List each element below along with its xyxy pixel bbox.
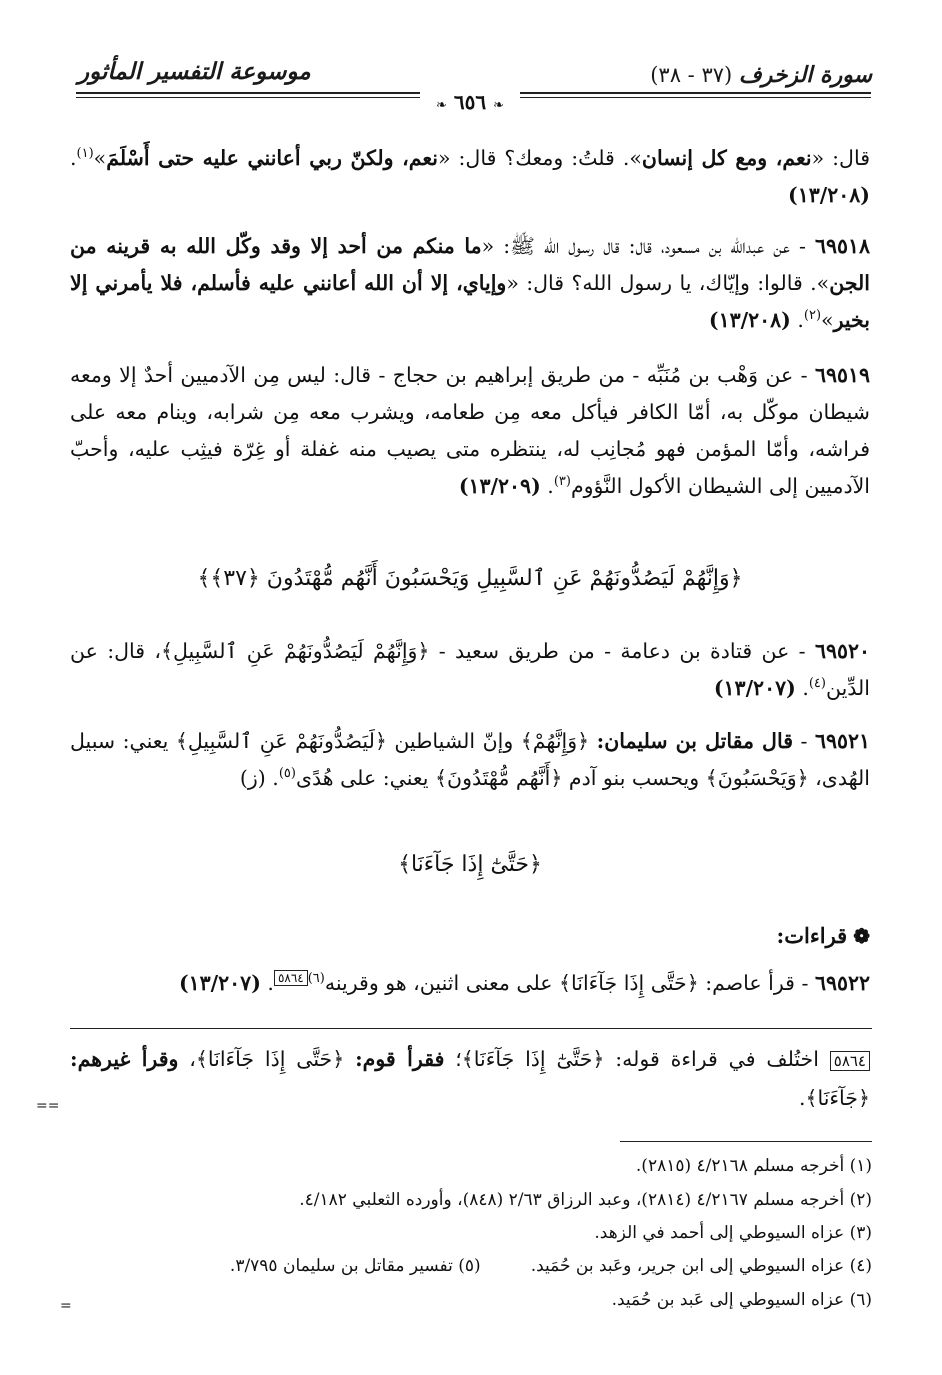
text-run: - عن وَهْب بن مُنَبِّه - من طريق إبراهيم بن حجاج - قال: ليس مِن الآدميين أحدٌ إلا ومعه شيطان موكّل به، أمّا الكافر فيأكل معه مِن طعامه، ويشرب معه مِن شرابه، وينام معه على فراشه، وأمّا المؤمن فهو مُجانِب له، ينتظره متى يصيب منه غفلة أو غِرّة فيثِب عليه، وأحبّ الآدميين إلى الشيطان الأكول النَّؤوم [70, 363, 870, 498]
paragraph [70, 140, 870, 214]
bold-text: قال مقاتل بن سليمان: [596, 729, 793, 753]
bold-text: ٦٩٥٢٠ [814, 639, 870, 663]
note-number-box: ٥٨٦٤ [830, 1051, 870, 1071]
text-run: - عن قتادة بن دعامة - من طريق سعيد - ﴿وَإِنَّهُمْ لَيَصُدُّونَهُمْ عَنِ ٱلسَّبِيلِ﴾، قال: عن الدِّين [70, 639, 870, 700]
footnote-6: (٦) عزاه السيوطي إلى عَبد بن حُمَيد. [611, 1290, 872, 1310]
note-separator [70, 1028, 872, 1029]
bold-text: ٦٩٥١٨ [814, 234, 871, 258]
bold-text: نعم، ومع كل إنسان [641, 146, 812, 170]
footnote-ref: (٢) [803, 308, 822, 324]
text-run: قال: « [811, 146, 870, 170]
text-run: » [93, 146, 107, 170]
footnote-5: (٥) تفسير مقاتل بن سليمان ٣/٧٩٥. [229, 1256, 481, 1276]
footnote-row-4-5 [72, 1252, 872, 1280]
bold-text: فقرأ قوم: [355, 1047, 445, 1071]
paragraph-69521 [70, 723, 870, 797]
running-header [650, 62, 872, 88]
text-run: . [795, 676, 809, 700]
bold-text: ٦٩٥٢١ [814, 729, 870, 753]
paragraph-69518 [70, 228, 870, 339]
footnote-separator [620, 1141, 872, 1142]
bold-text: ٦٩٥١٩ [814, 363, 870, 387]
text-run: - عن عبدالله بن مسعود، قال: قال رسول الله ﷺ: « [481, 234, 815, 258]
paragraph-69522 [70, 965, 870, 1002]
bold-text: نعم، ولكنّ ربي أعانني عليه حتى أَسْلَمَ [106, 146, 438, 170]
paragraph-69520 [70, 633, 870, 707]
footnote-ref: (٥) [278, 766, 296, 782]
text-run: . [540, 474, 554, 498]
text-run: » [821, 308, 834, 332]
bold-text: (١٣/٢٠٧) [178, 971, 261, 995]
text-run: ﴿جَآءَنَا﴾. [798, 1086, 870, 1110]
footnote-ref: (٦) [307, 971, 325, 987]
page-number-block [420, 90, 520, 114]
flower-icon: ❁ [853, 924, 870, 948]
margin-mark: == [36, 1098, 60, 1114]
text-run: - قرأ عاصم: ﴿حَتَّى إِذَا جَآءَانَا﴾ على معنى اثنين، هو وقرينه [324, 971, 815, 995]
qiraat-label: قراءات: [776, 923, 848, 948]
text-run: . [70, 146, 77, 170]
commentary-note [70, 1041, 870, 1117]
footnote-ref: (١) [76, 146, 94, 162]
footnote-3: (٣) عزاه السيوطي إلى أحمد في الزهد. [594, 1223, 872, 1243]
bold-text: وقرأ غيرهم: [70, 1047, 179, 1071]
footnote-4: (٤) عزاه السيوطي إلى ابن جرير، وعَبد بن حُمَيد. [530, 1256, 872, 1276]
ornament-icon: ❧ [436, 98, 447, 113]
text-run: ﴿حَتَّى إِذَا جَآءَانَا﴾، [178, 1047, 356, 1071]
bold-text: ما منكم من أحد إلا وقد وكّل الله به قرينه من الجن [70, 234, 870, 295]
quran-verse-38: ﴿حَتَّىٰٓ إِذَا جَآءَنَا﴾ [398, 852, 542, 877]
bold-text: (١٣/٢٠٩) [458, 474, 541, 498]
footnote-1: (١) أخرجه مسلم ٤/٢١٦٨ (٢٨١٥). [635, 1156, 872, 1176]
text-run: - [793, 729, 815, 753]
text-run: . (ز) [239, 766, 279, 790]
text-run: ﴿وَإِنَّهُمْ﴾ وإنّ الشياطين ﴿لَيَصُدُّونَهُمْ عَنِ ٱلسَّبِيلِ﴾ يعني: سبيل الهُدى، ﴿وَيَحْسَبُونَ﴾ ويحسب بنو آدم ﴿أَنَّهُم مُّهْتَدُونَ﴾ يعني: على هُدًى [70, 729, 870, 790]
text-run: ». قالوا: وإيّاك، يا رسول الله؟ قال: « [506, 271, 830, 295]
footnote-ref: (٣) [553, 474, 571, 490]
text-run: اختُلف في قراءة قوله: ﴿حَتَّىٰٓ إِذَا جَآءَنَا﴾؛ [444, 1047, 830, 1071]
footnote-ref: (٤) [808, 676, 826, 692]
bold-text: (١٣/٢٠٨) [708, 308, 791, 332]
qiraat-heading [777, 923, 870, 948]
bold-text: ٦٩٥٢٢ [814, 971, 870, 995]
margin-mark: = [60, 1298, 72, 1314]
bold-text: (١٣/٢٠٧) [713, 676, 796, 700]
paragraph-69519 [70, 357, 870, 505]
text-run: . [260, 971, 274, 995]
sura-name: سورة الزخرف [738, 62, 872, 88]
page-number: ٦٥٦ [453, 90, 487, 114]
bold-text: وإياي، إلا أن الله أعانني عليه فأسلم، فلا يأمرني إلا بخير [70, 271, 870, 332]
ornament-icon: ❧ [493, 98, 504, 113]
bold-text: (١٣/٢٠٨) [788, 183, 870, 207]
verse-range: (٣٧ - ٣٨) [650, 63, 733, 87]
book-title: موسوعة التفسير المأثور [78, 58, 311, 85]
footnote-2: (٢) أخرجه مسلم ٤/٢١٦٧ (٢٨١٤)، وعبد الرزاق ٢/٦٣ (٨٤٨)، وأورده الثعلبي ٤/١٨٢. [299, 1190, 872, 1210]
text-run: . [790, 308, 804, 332]
quran-verse-37: ﴿وَإِنَّهُمْ لَيَصُدُّونَهُمْ عَنِ ٱلسَّبِيلِ وَيَحْسَبُونَ أَنَّهُم مُّهْتَدُونَ ﴿٣٧﴾﴾ [197, 566, 743, 591]
note-ref-box: ٥٨٦٤ [274, 970, 308, 986]
text-run: ». قلتُ: ومعك؟ قال: « [438, 146, 642, 170]
